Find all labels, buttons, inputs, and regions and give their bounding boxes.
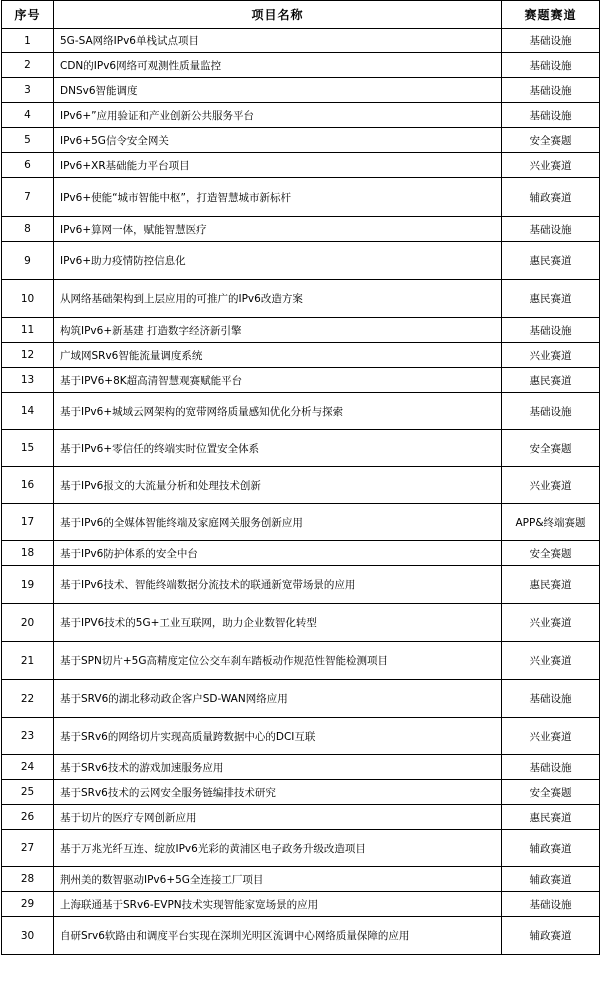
row-project-name: 基于SRv6的网络切片实现高质量跨数据中心的DCI互联 bbox=[54, 718, 502, 755]
table-row bbox=[2, 153, 600, 178]
row-track: 基础设施 bbox=[502, 53, 600, 78]
row-project-name: 上海联通基于SRv6-EVPN技术实现智能家宽场景的应用 bbox=[54, 892, 502, 917]
table-row bbox=[2, 755, 600, 780]
row-track: 辅政赛道 bbox=[502, 917, 600, 955]
header-no: 序号 bbox=[2, 1, 54, 29]
project-table bbox=[1, 0, 600, 955]
table-row bbox=[2, 680, 600, 718]
row-track: 基础设施 bbox=[502, 217, 600, 242]
row-project-name: IPv6+XR基础能力平台项目 bbox=[54, 153, 502, 178]
row-project-name: IPv6+算网一体，赋能智慧医疗 bbox=[54, 217, 502, 242]
row-track: 惠民赛道 bbox=[502, 280, 600, 318]
row-number: 30 bbox=[2, 917, 54, 955]
row-track: 兴业赛道 bbox=[502, 153, 600, 178]
row-number: 7 bbox=[2, 178, 54, 217]
row-track: 兴业赛道 bbox=[502, 604, 600, 642]
table-row bbox=[2, 830, 600, 867]
row-number: 25 bbox=[2, 780, 54, 805]
row-number: 22 bbox=[2, 680, 54, 718]
table-row bbox=[2, 504, 600, 541]
header-track: 赛题赛道 bbox=[502, 1, 600, 29]
row-number: 23 bbox=[2, 718, 54, 755]
row-project-name: IPv6+助力疫情防控信息化 bbox=[54, 242, 502, 280]
row-track: 辅政赛道 bbox=[502, 830, 600, 867]
row-project-name: IPv6+使能“城市智能中枢”，打造智慧城市新标杆 bbox=[54, 178, 502, 217]
row-project-name: 基于万兆光纤互连、绽放IPv6光彩的黄浦区电子政务升级改造项目 bbox=[54, 830, 502, 867]
table-row bbox=[2, 53, 600, 78]
row-track: 兴业赛道 bbox=[502, 718, 600, 755]
row-number: 3 bbox=[2, 78, 54, 103]
table-row bbox=[2, 867, 600, 892]
row-project-name: 基于切片的医疗专网创新应用 bbox=[54, 805, 502, 830]
table-row bbox=[2, 430, 600, 467]
row-number: 17 bbox=[2, 504, 54, 541]
row-track: 安全赛题 bbox=[502, 128, 600, 153]
row-project-name: IPv6+5G信令安全网关 bbox=[54, 128, 502, 153]
row-track: 安全赛题 bbox=[502, 541, 600, 566]
row-number: 9 bbox=[2, 242, 54, 280]
row-track: 辅政赛道 bbox=[502, 178, 600, 217]
row-number: 27 bbox=[2, 830, 54, 867]
row-track: 安全赛题 bbox=[502, 430, 600, 467]
row-track: 基础设施 bbox=[502, 755, 600, 780]
row-track: 惠民赛道 bbox=[502, 566, 600, 604]
table-row bbox=[2, 343, 600, 368]
row-number: 11 bbox=[2, 318, 54, 343]
row-project-name: 广域网SRv6智能流量调度系统 bbox=[54, 343, 502, 368]
row-project-name: 基于IPv6技术、智能终端数据分流技术的联通新宽带场景的应用 bbox=[54, 566, 502, 604]
row-number: 15 bbox=[2, 430, 54, 467]
row-track: 安全赛题 bbox=[502, 780, 600, 805]
table-row bbox=[2, 368, 600, 393]
row-project-name: 从网络基础架构到上层应用的可推广的IPv6改造方案 bbox=[54, 280, 502, 318]
row-number: 20 bbox=[2, 604, 54, 642]
row-number: 21 bbox=[2, 642, 54, 680]
row-track: 基础设施 bbox=[502, 78, 600, 103]
row-project-name: 荆州美的数智驱动IPv6+5G全连接工厂项目 bbox=[54, 867, 502, 892]
table-row bbox=[2, 917, 600, 955]
table-row bbox=[2, 718, 600, 755]
row-number: 8 bbox=[2, 217, 54, 242]
table-row bbox=[2, 318, 600, 343]
table-row bbox=[2, 393, 600, 430]
table-header-row bbox=[2, 1, 600, 29]
row-number: 6 bbox=[2, 153, 54, 178]
table-row bbox=[2, 467, 600, 504]
table-row bbox=[2, 642, 600, 680]
table-row bbox=[2, 280, 600, 318]
row-project-name: 构筑IPv6+新基建 打造数字经济新引擎 bbox=[54, 318, 502, 343]
row-project-name: 基于IPv6+城域云网架构的宽带网络质量感知优化分析与探索 bbox=[54, 393, 502, 430]
row-project-name: 基于IPV6+8K超高清智慧观赛赋能平台 bbox=[54, 368, 502, 393]
row-project-name: 基于IPv6的全媒体智能终端及家庭网关服务创新应用 bbox=[54, 504, 502, 541]
table-row bbox=[2, 128, 600, 153]
row-number: 13 bbox=[2, 368, 54, 393]
row-track: 辅政赛道 bbox=[502, 867, 600, 892]
row-project-name: 5G-SA网络IPv6单栈试点项目 bbox=[54, 29, 502, 53]
row-track: APP&终端赛题 bbox=[502, 504, 600, 541]
row-track: 基础设施 bbox=[502, 892, 600, 917]
row-track: 兴业赛道 bbox=[502, 343, 600, 368]
row-number: 19 bbox=[2, 566, 54, 604]
row-number: 10 bbox=[2, 280, 54, 318]
row-project-name: 基于SPN切片+5G高精度定位公交车刹车踏板动作规范性智能检测项目 bbox=[54, 642, 502, 680]
row-project-name: DNSv6智能调度 bbox=[54, 78, 502, 103]
row-number: 14 bbox=[2, 393, 54, 430]
row-number: 29 bbox=[2, 892, 54, 917]
row-number: 18 bbox=[2, 541, 54, 566]
row-track: 基础设施 bbox=[502, 29, 600, 53]
row-project-name: IPv6+”应用验证和产业创新公共服务平台 bbox=[54, 103, 502, 128]
header-name: 项目名称 bbox=[54, 1, 502, 29]
table-row bbox=[2, 103, 600, 128]
table-row bbox=[2, 217, 600, 242]
row-project-name: 基于IPV6技术的5G+工业互联网，助力企业数智化转型 bbox=[54, 604, 502, 642]
row-track: 惠民赛道 bbox=[502, 242, 600, 280]
row-number: 4 bbox=[2, 103, 54, 128]
row-number: 12 bbox=[2, 343, 54, 368]
row-project-name: 基于IPv6报文的大流量分析和处理技术创新 bbox=[54, 467, 502, 504]
table-row bbox=[2, 78, 600, 103]
row-track: 兴业赛道 bbox=[502, 467, 600, 504]
table-row bbox=[2, 892, 600, 917]
row-project-name: 基于SRV6的湖北移动政企客户SD-WAN网络应用 bbox=[54, 680, 502, 718]
row-project-name: 基于IPv6+零信任的终端实时位置安全体系 bbox=[54, 430, 502, 467]
table-body bbox=[2, 29, 600, 955]
row-project-name: CDN的IPv6网络可观测性质量监控 bbox=[54, 53, 502, 78]
row-number: 5 bbox=[2, 128, 54, 153]
row-project-name: 基于SRv6技术的游戏加速服务应用 bbox=[54, 755, 502, 780]
row-project-name: 基于IPv6防护体系的安全中台 bbox=[54, 541, 502, 566]
table-row bbox=[2, 805, 600, 830]
table-row bbox=[2, 541, 600, 566]
row-project-name: 自研Srv6软路由和调度平台实现在深圳光明区流调中心网络质量保障的应用 bbox=[54, 917, 502, 955]
row-number: 2 bbox=[2, 53, 54, 78]
row-number: 26 bbox=[2, 805, 54, 830]
table-row bbox=[2, 566, 600, 604]
row-project-name: 基于SRv6技术的云网安全服务链编排技术研究 bbox=[54, 780, 502, 805]
row-track: 惠民赛道 bbox=[502, 805, 600, 830]
table-row bbox=[2, 242, 600, 280]
row-track: 惠民赛道 bbox=[502, 368, 600, 393]
table-row bbox=[2, 780, 600, 805]
row-track: 基础设施 bbox=[502, 680, 600, 718]
table-row bbox=[2, 178, 600, 217]
row-number: 24 bbox=[2, 755, 54, 780]
row-track: 基础设施 bbox=[502, 103, 600, 128]
table-row bbox=[2, 29, 600, 53]
row-number: 28 bbox=[2, 867, 54, 892]
row-number: 1 bbox=[2, 29, 54, 53]
row-track: 基础设施 bbox=[502, 318, 600, 343]
row-track: 兴业赛道 bbox=[502, 642, 600, 680]
table-row bbox=[2, 604, 600, 642]
row-number: 16 bbox=[2, 467, 54, 504]
row-track: 基础设施 bbox=[502, 393, 600, 430]
